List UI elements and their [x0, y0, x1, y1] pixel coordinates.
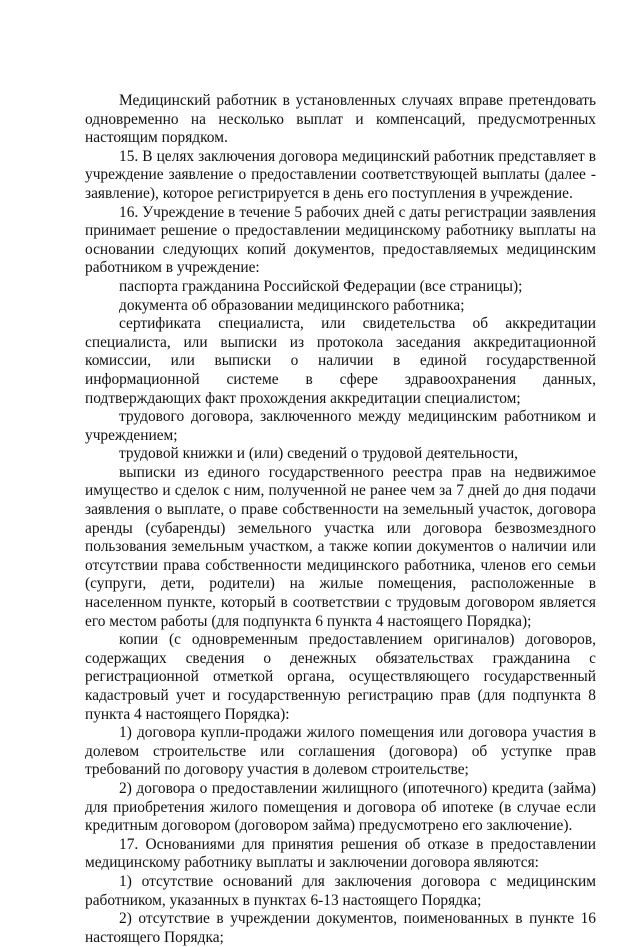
list-item-passport: паспорта гражданина Российской Федерации (все страницы);	[119, 277, 523, 295]
list-item-contract-copies: копии (с одновременным предоставлением оригиналов) договоров, содержащих сведения о денежных обязательствах гражданина с регистрационной отметкой органа, осуществляющего государственный кадастровый учет и государственную регистрацию прав (для подпункта 8 пункта 4 настоящего Порядка):	[85, 631, 596, 723]
paragraph-multiple-payments: Медицинский работник в установленных случаях вправе претендовать одновременно на несколько выплат и компенсаций, предусмотренных настоящим порядком.	[85, 92, 596, 147]
list-item-employment-contract: трудового договора, заключенного между медицинским работником и учреждением;	[85, 408, 596, 444]
paragraph-item-17: 17. Основаниями для принятия решения об отказе в предоставлении медицинскому работнику выплаты и заключении договора являются:	[85, 835, 596, 872]
sub-item-mortgage-contract: 2) договора о предоставлении жилищного (ипотечного) кредита (займа) для приобретения жилого помещения и договора об ипотеке (в случае если кредитным договором (договором займа) предусмотрено его заключение).	[85, 779, 596, 835]
sub-item-purchase-contract: 1) договора купли-продажи жилого помещения или договора участия в долевом строительстве или соглашения (договора) об уступке прав требований по договору участия в долевом строительстве;	[85, 724, 596, 779]
paragraph-item-16: 16. Учреждение в течение 5 рабочих дней с даты регистрации заявления принимает решение о предоставлении медицинскому работнику выплаты на основании следующих копий документов, предоставляемых медицинским работником в учреждение:	[85, 203, 596, 277]
list-item-education-document: документа об образовании медицинского работника;	[119, 296, 465, 314]
list-item-work-record: трудовой книжки и (или) сведений о трудовой деятельности,	[119, 445, 519, 463]
sub-item-missing-documents: 2) отсутствие в учреждении документов, поименованных в пункте 16 настоящего Порядка;	[85, 910, 596, 946]
paragraph-item-15: 15. В целях заключения договора медицинский работник представляет в учреждение заявление о предоставлении соответствующей выплаты (далее - заявление), которое регистрируется в день его поступления в учреждение.	[85, 147, 596, 202]
list-item-registry-extract: выписки из единого государственного реестра прав на недвижимое имущество и сделок с ним, полученной не ранее чем за 7 дней до дня подачи заявления о выплате, о праве собственности на земельный участок, договора аренды (субаренды) земельного участка или договора безвозмездного пользования земельным участком, а также копии документов о наличии или отсутствии права собственности медицинского работника, членов его семьи (супруги, дети, родители) на жилые помещения, расположенные в населенном пункте, который в соответствии с трудовым договором является его местом работы (для подпункта 6 пункта 4 настоящего Порядка);	[85, 463, 596, 630]
list-item-specialist-certificate: сертификата специалиста, или свидетельства об аккредитации специалиста, или выписки из протокола заседания аккредитационной комиссии, или выписки о наличии в единой государственной информационной системе в сфере здравоохранения данных, подтверждающих факт прохождения аккредитации специалистом;	[85, 315, 596, 407]
sub-item-no-grounds: 1) отсутствие оснований для заключения договора с медицинским работником, указанных в пунктах 6-13 настоящего Порядка;	[85, 872, 596, 909]
document-page	[85, 92, 596, 947]
